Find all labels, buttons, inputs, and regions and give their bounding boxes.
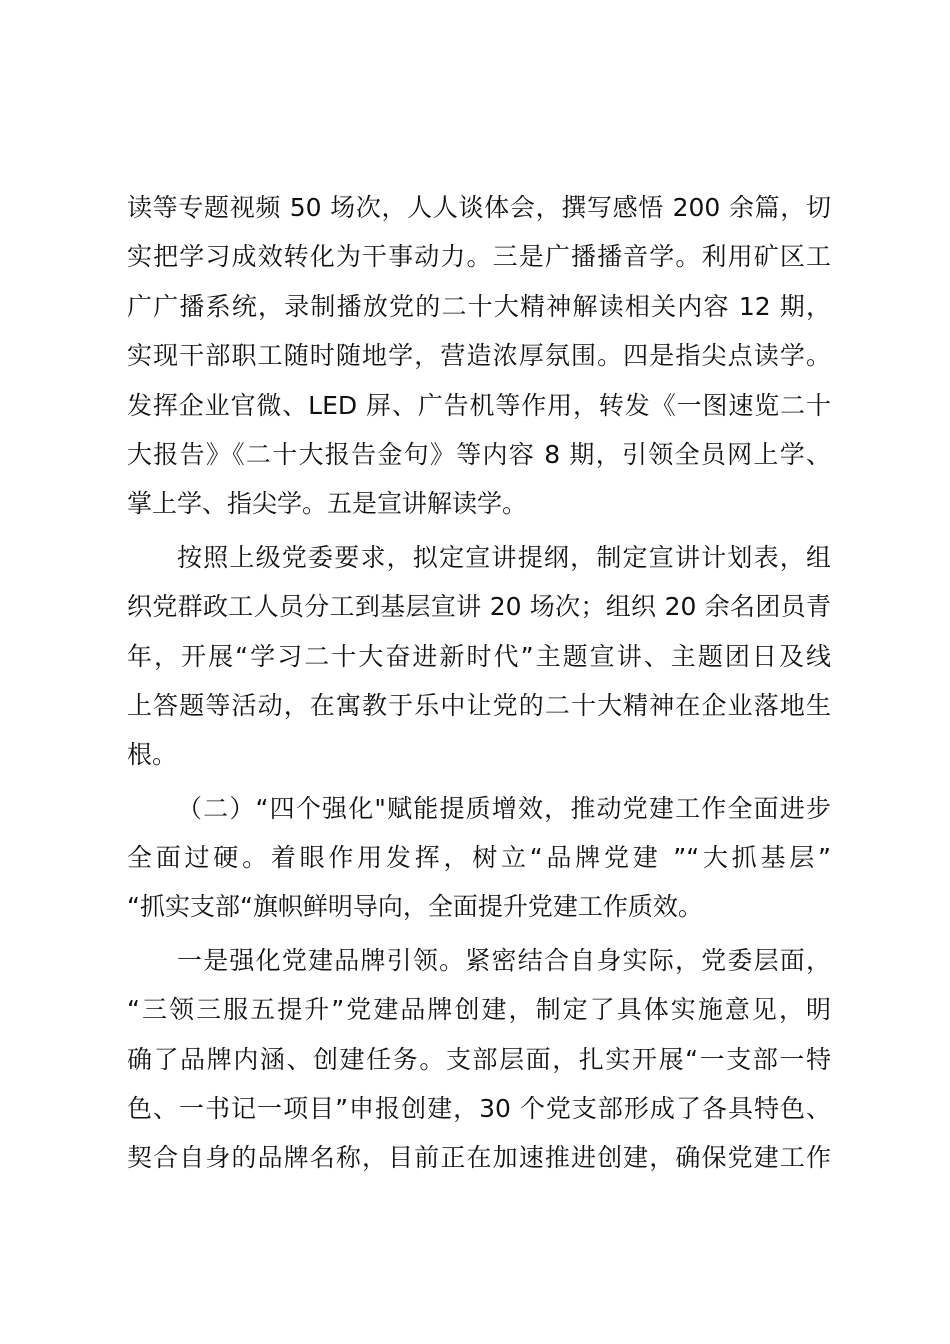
paragraph-line: 确了品牌内涵、创建任务。支部层面，扎实开展“一支部一特 [127, 1044, 831, 1074]
paragraph-line: 一是强化党建品牌引领。紧密结合自身实际，党委层面， [177, 945, 831, 975]
paragraph-line: 根。 [127, 740, 178, 770]
paragraph-line: “三领三服五提升”党建品牌创建，制定了具体实施意见，明 [127, 995, 831, 1025]
paragraph-line: 大报告》《二十大报告金句》等内容 8 期，引领全员网上学、 [127, 439, 831, 469]
paragraph-line: 契合自身的品牌名称，目前正在加速推进创建，确保党建工作 [127, 1143, 831, 1173]
paragraph-line: 实现干部职工随时随地学，营造浓厚氛围。四是指尖点读学。 [127, 341, 831, 371]
paragraph-line: 实把学习成效转化为干事动力。三是广播播音学。利用矿区工 [127, 242, 831, 272]
paragraph-line: 发挥企业官微、LED 屏、广告机等作用，转发《一图速览二十 [127, 390, 831, 420]
section-heading-line: （二）“四个强化"赋能提质增效，推动党建工作全面进步 [177, 793, 831, 823]
paragraph-line: 色、一书记一项目”申报创建，30 个党支部形成了各具特色、 [127, 1094, 831, 1124]
paragraph-line: 广广播系统，录制播放党的二十大精神解读相关内容 12 期， [127, 291, 831, 321]
paragraph-line: “抓实支部“旗帜鲜明导向，全面提升党建工作质效。 [127, 892, 703, 922]
paragraph-line: 全面过硬。着眼作用发挥，树立“品牌党建 ”“大抓基层” [127, 843, 831, 873]
paragraph-line: 年，开展“学习二十大奋进新时代”主题宣讲、主题团日及线 [127, 641, 831, 671]
paragraph-line: 掌上学、指尖学。五是宣讲解读学。 [127, 489, 528, 519]
paragraph-line: 织党群政工人员分工到基层宣讲 20 场次；组织 20 余名团员青 [127, 592, 831, 622]
paragraph-line: 上答题等活动，在寓教于乐中让党的二十大精神在企业落地生 [127, 690, 831, 720]
paragraph-line: 读等专题视频 50 场次，人人谈体会，撰写感悟 200 余篇，切 [127, 193, 831, 222]
document-body [127, 183, 831, 1183]
paragraph-line: 按照上级党委要求，拟定宣讲提纲，制定宣讲计划表，组 [177, 542, 831, 572]
